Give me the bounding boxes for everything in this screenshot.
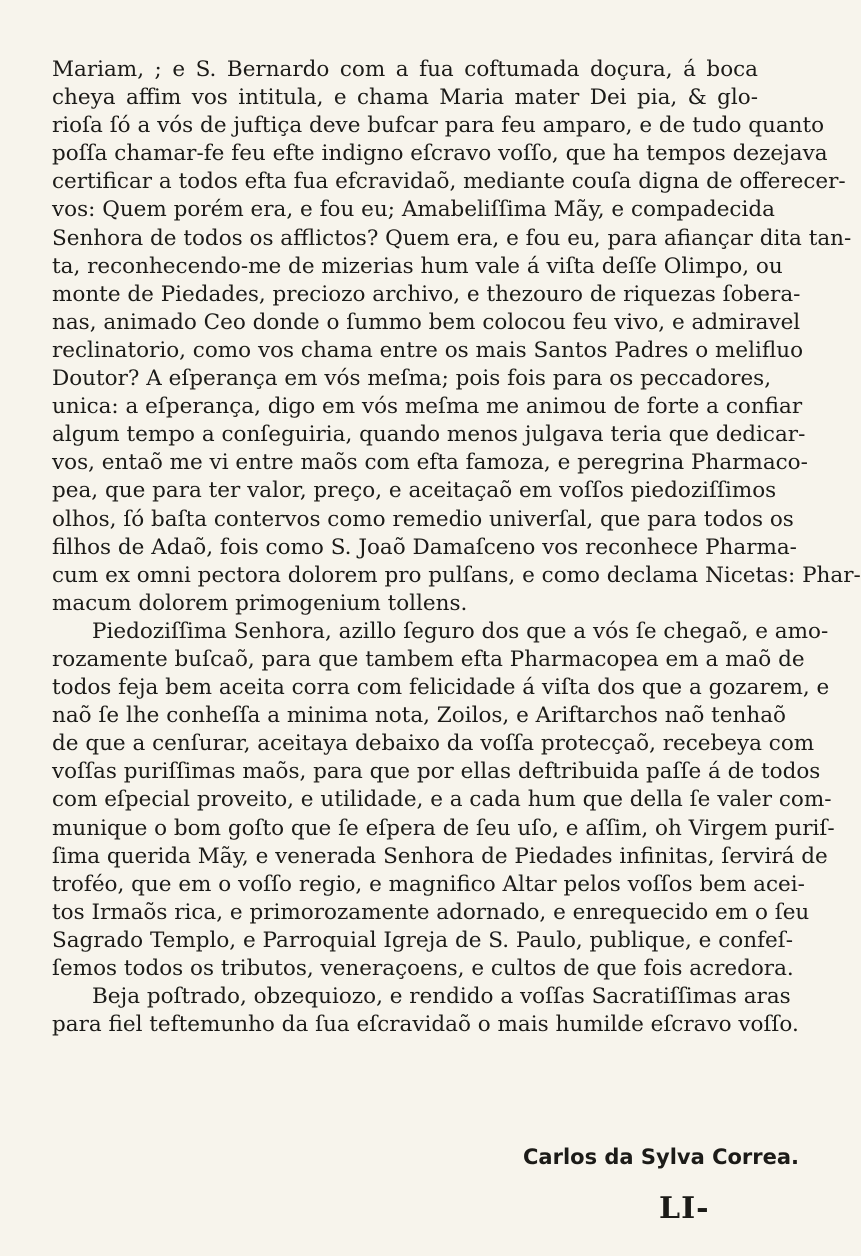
- text-line: Beja poſtrado, obzequiozo, e rendido a voſſas Sacratiſſimas aras: [92, 984, 791, 1010]
- catchword: LI-: [659, 1191, 710, 1226]
- text-line: Mariam, ; e S. Bernardo com a fua coftumada doçura, á boca: [52, 57, 758, 82]
- text-line: ta, reconhecendo-me de mizerias hum vale á viſta deſſe Olimpo, ou: [52, 253, 783, 279]
- text-line: Senhora de todos os afflictos? Quem era, e fou eu, para afiançar dita tan-: [52, 225, 852, 251]
- text-line: troféo, que em o voſſo regio, e magnifico Altar pelos voſſos bem acei-: [52, 871, 805, 897]
- text-line: cheya affim vos intitula, e chama Maria mater Dei pia, & glo-: [52, 85, 758, 111]
- text-line: pea, que para ter valor, preço, e aceitaçaõ em voſſos piedoziſſimos: [52, 478, 777, 504]
- text-line: vos: Quem porém era, e fou eu; Amabeliſſima Mãy, e compadecida: [52, 197, 775, 223]
- text-line: filhos de Adaõ, fois como S. Joaõ Damaſceno vos reconhece Pharma-: [52, 534, 797, 560]
- text-line: macum dolorem primogenium tollens.: [52, 590, 468, 616]
- text-line: vos, entaõ me vi entre maõs com efta famoza, e peregrina Pharmaco-: [52, 450, 808, 476]
- text-line: com eſpecial proveito, e utilidade, e a cada hum que della ſe valer com-: [52, 787, 832, 813]
- text-line: todos feja bem aceita corra com felicidade á viſta dos que a gozarem, e: [52, 675, 830, 701]
- text-line: olhos, ſó baſta contervos como remedio univerſal, que para todos os: [52, 506, 794, 532]
- dedication-text: [52, 56, 861, 1039]
- text-line: munique o bom goſto que ſe eſpera de ſeu uſo, e aſſim, oh Virgem puriſ-: [52, 815, 835, 841]
- text-line: ſemos todos os tributos, veneraçoens, e cultos de que fois acredora.: [52, 956, 794, 981]
- text-line: reclinatorio, como vos chama entre os mais Santos Padres o melifluo: [52, 337, 804, 363]
- text-line: algum tempo a conſeguiria, quando menos julgava teria que dedicar-: [52, 422, 806, 448]
- text-line: monte de Piedades, preciozo archivo, e thezouro de riquezas ſobera-: [52, 281, 801, 307]
- text-line: rozamente buſcaõ, para que tambem efta Pharmacopea em a maõ de: [52, 646, 805, 672]
- text-line: para fiel teftemunho da ſua eſcravidaõ o mais humilde eſcravo voſſo.: [52, 1012, 799, 1038]
- signature: Carlos da Sylva Correa.: [523, 1145, 800, 1169]
- text-line: poſſa chamar-fe feu efte indigno eſcravo voſſo, que ha tempos dezejava: [52, 141, 828, 167]
- text-line: voſſas puriſſimas maõs, para que por ellas deftribuida paſſe á de todos: [52, 759, 821, 785]
- text-line: Sagrado Templo, e Parroquial Igreja de S. Paulo, publique, e confeſ-: [52, 927, 793, 953]
- text-line: unica: a eſperança, digo em vós meſma me animou de forte a confiar: [52, 394, 803, 420]
- text-line: Piedoziſſima Senhora, azillo ſeguro dos que a vós ſe chegaõ, e amo-: [92, 618, 829, 644]
- text-line: Doutor? A eſperança em vós meſma; pois fois para os peccadores,: [52, 366, 772, 392]
- text-line: cum ex omni pectora dolorem pro pulſans, e como declama Nicetas: Phar-: [52, 562, 861, 588]
- text-line: certificar a todos efta fua efcravidaõ, mediante couſa digna de offerecer-: [52, 169, 846, 195]
- text-line: ſima querida Mãy, e venerada Senhora de Piedades infinitas, ſervirá de: [52, 843, 828, 869]
- text-line: de que a cenſurar, aceitaya debaixo da voſſa protecçaõ, recebeya com: [52, 731, 815, 757]
- text-line: rioſa ſó a vós de juftiça deve bufcar para feu amparo, e de tudo quanto: [52, 113, 825, 139]
- text-line: nas, animado Ceo donde o ſummo bem colocou feu vivo, e admiravel: [52, 309, 801, 335]
- text-line: tos Irmaõs rica, e primorozamente adornado, e enrequecido em o ſeu: [52, 899, 810, 925]
- text-line: naõ ſe lhe conheſſa a minima nota, Zoilos, e Ariftarchos naõ tenhaõ: [52, 703, 786, 729]
